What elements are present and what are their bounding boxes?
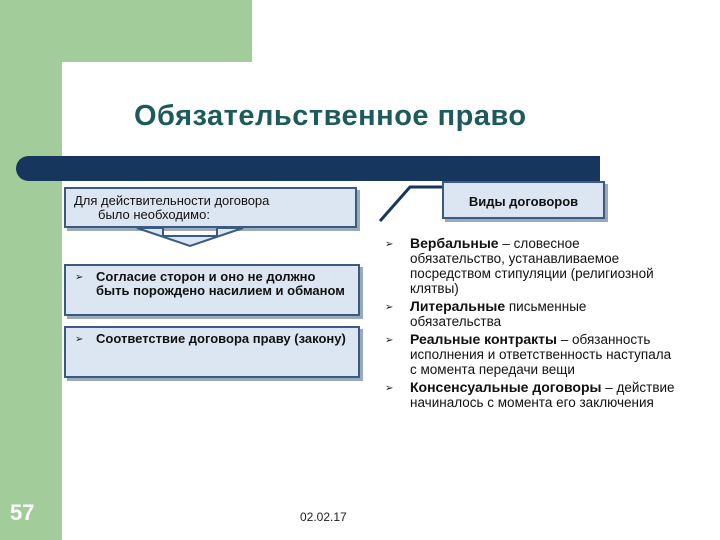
conditions-header-text	[74, 194, 269, 222]
list-item	[385, 299, 675, 329]
list-item	[385, 236, 675, 296]
arrowhead-bullet-icon: ➢	[75, 334, 84, 345]
type-description: письменные обязательства	[410, 299, 587, 329]
slide-date: 02.02.17	[300, 510, 347, 524]
slide-number: 57	[10, 500, 35, 525]
slide-title: Обязательственное право	[134, 100, 527, 132]
type-description: – обязанность исполнения и ответственность наступала с момента передачи вещи	[410, 332, 672, 377]
arrowhead-bullet-icon: ➢	[385, 302, 394, 313]
type-term: Литеральные	[410, 298, 506, 314]
conditions-header-box	[64, 187, 357, 228]
types-header-text: Виды договоров	[468, 194, 579, 209]
list-item	[385, 332, 675, 377]
types-list	[385, 236, 675, 413]
arrowhead-bullet-icon: ➢	[75, 272, 84, 283]
title-underline-bar	[16, 156, 600, 181]
connector-line	[376, 183, 446, 225]
arrowhead-bullet-icon: ➢	[385, 239, 394, 250]
arrowhead-bullet-icon: ➢	[385, 335, 394, 346]
arrowhead-bullet-icon: ➢	[385, 383, 394, 394]
type-description: – словесное обязательство, устанавливаемое посредством стипуляции (религиозной клятвы)	[410, 236, 654, 296]
content-corner	[62, 62, 122, 122]
type-description: – действие начиналось с момента его заключения	[410, 380, 675, 410]
condition-item-text: Согласие сторон и оно не должно быть порождено насилием и обманом	[96, 269, 345, 298]
down-arrow-icon	[135, 226, 245, 248]
type-term: Консенсуальные договоры	[410, 379, 602, 395]
list-item	[385, 380, 675, 410]
type-term: Вербальные	[410, 235, 499, 251]
accent-band-left	[0, 0, 62, 540]
condition-item-text: Соответствие договора праву (закону)	[96, 331, 346, 346]
type-term: Реальные контракты	[410, 331, 557, 347]
condition-item-2	[64, 326, 360, 378]
condition-item-1	[64, 264, 360, 316]
types-header-box	[442, 181, 605, 219]
conditions-header-line1: Для действительности договора	[74, 193, 270, 208]
conditions-header-line2: было необходимо:	[98, 207, 210, 222]
